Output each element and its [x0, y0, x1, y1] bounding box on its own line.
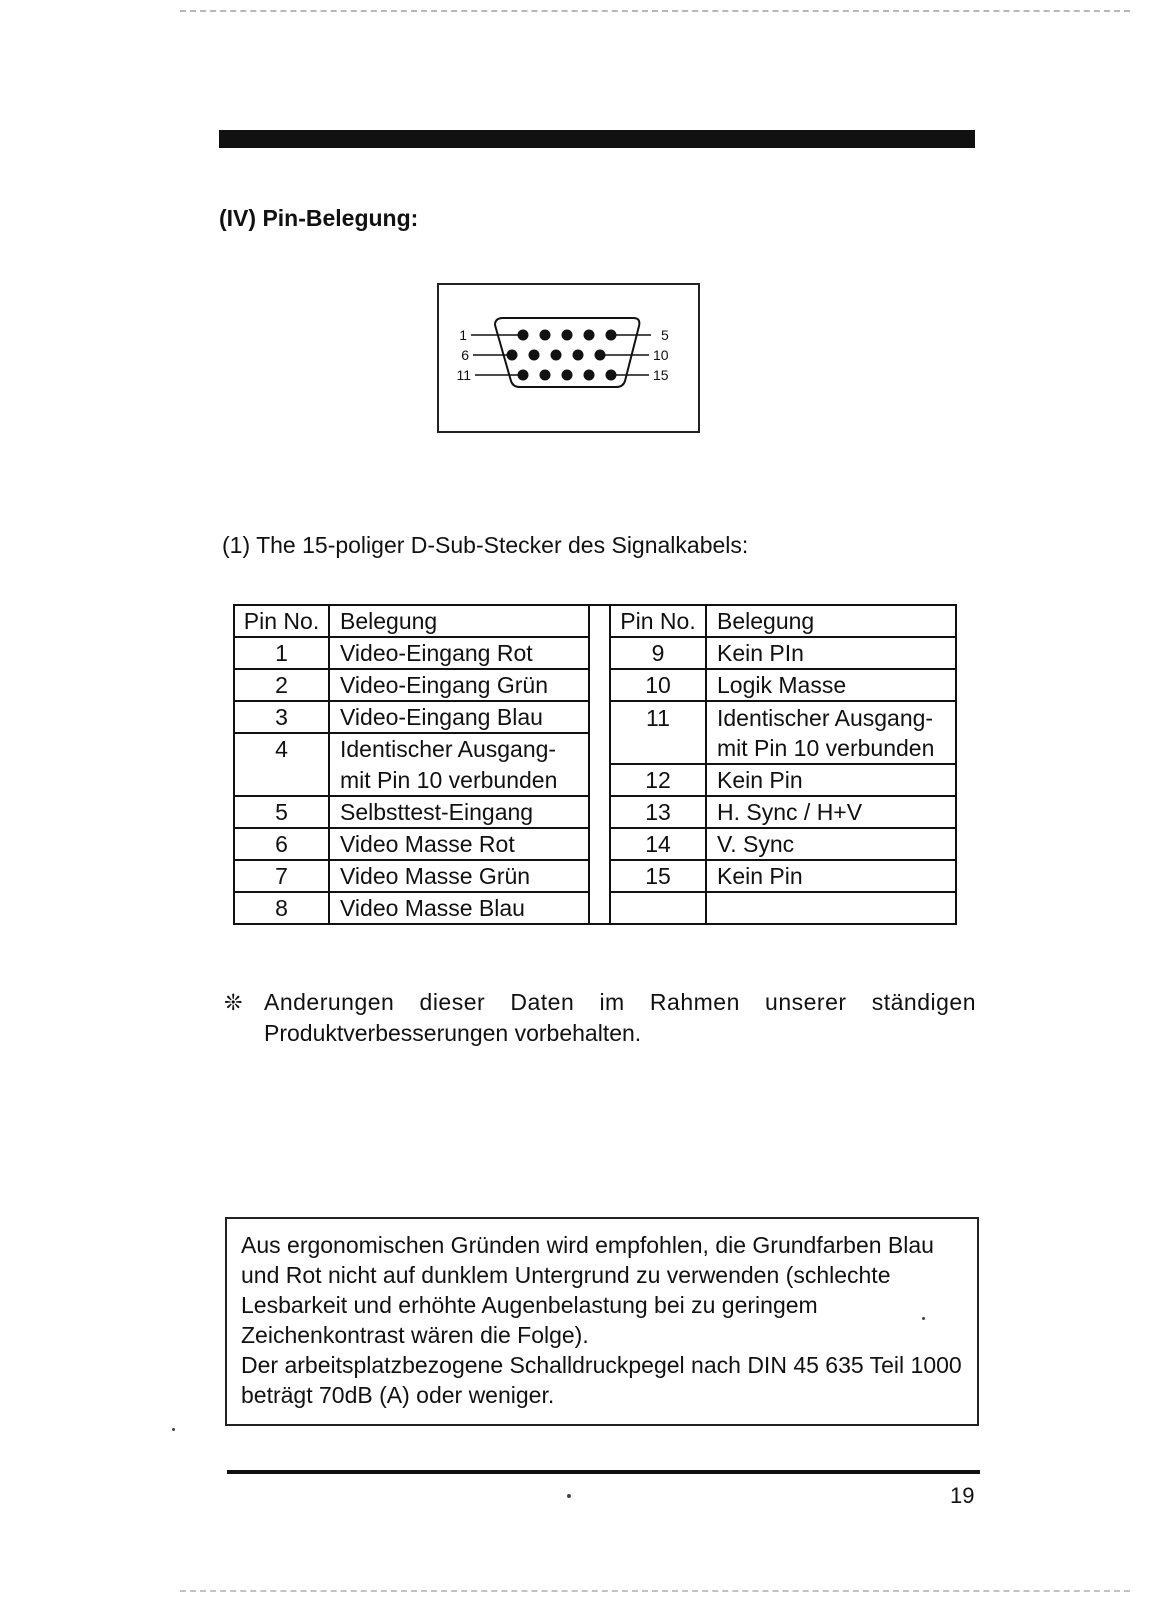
column-gap	[589, 637, 610, 669]
belegung-cell: Logik Masse	[706, 669, 956, 701]
header-bar	[219, 130, 975, 148]
belegung-cell: Video Masse Grün	[329, 860, 589, 892]
belegung-cell-continued: mit Pin 10 verbunden	[329, 764, 589, 796]
scan-speck	[922, 1317, 925, 1320]
belegung-cell: Video Masse Blau	[329, 892, 589, 924]
table-row	[234, 892, 956, 924]
pin-label-11: 11	[456, 367, 471, 383]
pin-cell: 13	[610, 796, 706, 828]
header-pin-no-right: Pin No.	[610, 605, 706, 637]
column-gap	[589, 764, 610, 796]
pin-cell-empty	[610, 733, 706, 764]
pin-cell: 5	[234, 796, 329, 828]
connector-diagram	[437, 283, 700, 433]
scan-edge-top	[180, 10, 1130, 14]
belegung-cell-continued: mit Pin 10 verbunden	[706, 733, 956, 764]
pin-cell: 14	[610, 828, 706, 860]
table-header-row	[234, 605, 956, 637]
scan-edge-bottom	[180, 1590, 1130, 1594]
pin-cell: 3	[234, 701, 329, 733]
noise-level-paragraph: Der arbeitsplatzbezogene Schalldruckpegel nach DIN 45 635 Teil 1000 beträgt 70dB (A) oder weniger.	[241, 1352, 962, 1408]
belegung-cell: Kein Pin	[706, 764, 956, 796]
column-gap	[589, 733, 610, 764]
pin-cell: 9	[610, 637, 706, 669]
belegung-cell: Video-Eingang Blau	[329, 701, 589, 733]
change-notice	[224, 987, 976, 1049]
column-gap	[589, 669, 610, 701]
change-notice-line-1: Anderungen dieser Daten im Rahmen unserer ständigen	[264, 989, 976, 1015]
table-row	[234, 860, 956, 892]
belegung-cell: Kein PIn	[706, 637, 956, 669]
belegung-cell: Identischer Ausgang-	[706, 701, 956, 733]
pin-label-1: 1	[459, 327, 467, 343]
pin-cell: 1	[234, 637, 329, 669]
pin-cell-empty	[234, 764, 329, 796]
pin-cell: 15	[610, 860, 706, 892]
column-gap	[589, 828, 610, 860]
scan-speck	[567, 1494, 571, 1498]
pin-cell: 11	[610, 701, 706, 733]
belegung-cell: Video Masse Rot	[329, 828, 589, 860]
pin-row-3	[518, 370, 617, 381]
pin-label-15: 15	[653, 367, 669, 383]
d-sub-connector-icon	[439, 285, 702, 435]
asterisk-icon: ❊	[224, 990, 243, 1015]
column-gap	[589, 796, 610, 828]
page-number: 19	[950, 1483, 975, 1508]
belegung-cell: Video-Eingang Rot	[329, 637, 589, 669]
section-title: (IV) Pin-Belegung:	[219, 205, 419, 231]
belegung-cell: V. Sync	[706, 828, 956, 860]
scan-speck	[172, 1428, 175, 1431]
table-row	[234, 796, 956, 828]
table-row	[234, 764, 956, 796]
table-row	[234, 637, 956, 669]
header-belegung-left: Belegung	[329, 605, 589, 637]
pin-label-5: 5	[661, 327, 669, 343]
pin-cell: 7	[234, 860, 329, 892]
header-belegung-right: Belegung	[706, 605, 956, 637]
pin-cell: 4	[234, 733, 329, 764]
column-gap	[589, 605, 610, 637]
belegung-cell: Identischer Ausgang-	[329, 733, 589, 764]
column-gap	[589, 892, 610, 924]
table-row	[234, 701, 956, 733]
change-notice-line-2: Produktverbesserungen vorbehalten.	[264, 1020, 642, 1046]
table-row	[234, 669, 956, 701]
table-caption: (1) The 15-poliger D-Sub-Stecker des Signalkabels:	[222, 532, 749, 558]
ergonomics-paragraph: Aus ergonomischen Gründen wird empfohlen, die Grundfarben Blau und Rot nicht auf dunklem Untergrund zu verwenden (schlechte Lesbarkeit und erhöhte Augenbelastung bei zu geringem Zeichenkontrast wären die Folge).	[241, 1232, 934, 1348]
pin-cell-empty	[610, 892, 706, 924]
belegung-cell: Selbsttest-Eingang	[329, 796, 589, 828]
pin-label-10: 10	[653, 347, 669, 363]
column-gap	[589, 860, 610, 892]
pin-cell: 2	[234, 669, 329, 701]
table-row	[234, 828, 956, 860]
pin-label-6: 6	[461, 347, 469, 363]
pin-row-1	[518, 330, 617, 341]
pin-row-2	[507, 350, 606, 361]
column-gap	[589, 701, 610, 733]
change-notice-text	[264, 987, 976, 1049]
ergonomics-notice-box	[225, 1217, 979, 1426]
header-pin-no-left: Pin No.	[234, 605, 329, 637]
pin-assignment-table	[233, 604, 957, 925]
table-row	[234, 733, 956, 764]
footer-rule	[227, 1470, 980, 1474]
belegung-cell: Video-Eingang Grün	[329, 669, 589, 701]
belegung-cell-empty	[706, 892, 956, 924]
pin-cell: 12	[610, 764, 706, 796]
pin-cell: 8	[234, 892, 329, 924]
pin-cell: 10	[610, 669, 706, 701]
belegung-cell: Kein Pin	[706, 860, 956, 892]
belegung-cell: H. Sync / H+V	[706, 796, 956, 828]
pin-cell: 6	[234, 828, 329, 860]
